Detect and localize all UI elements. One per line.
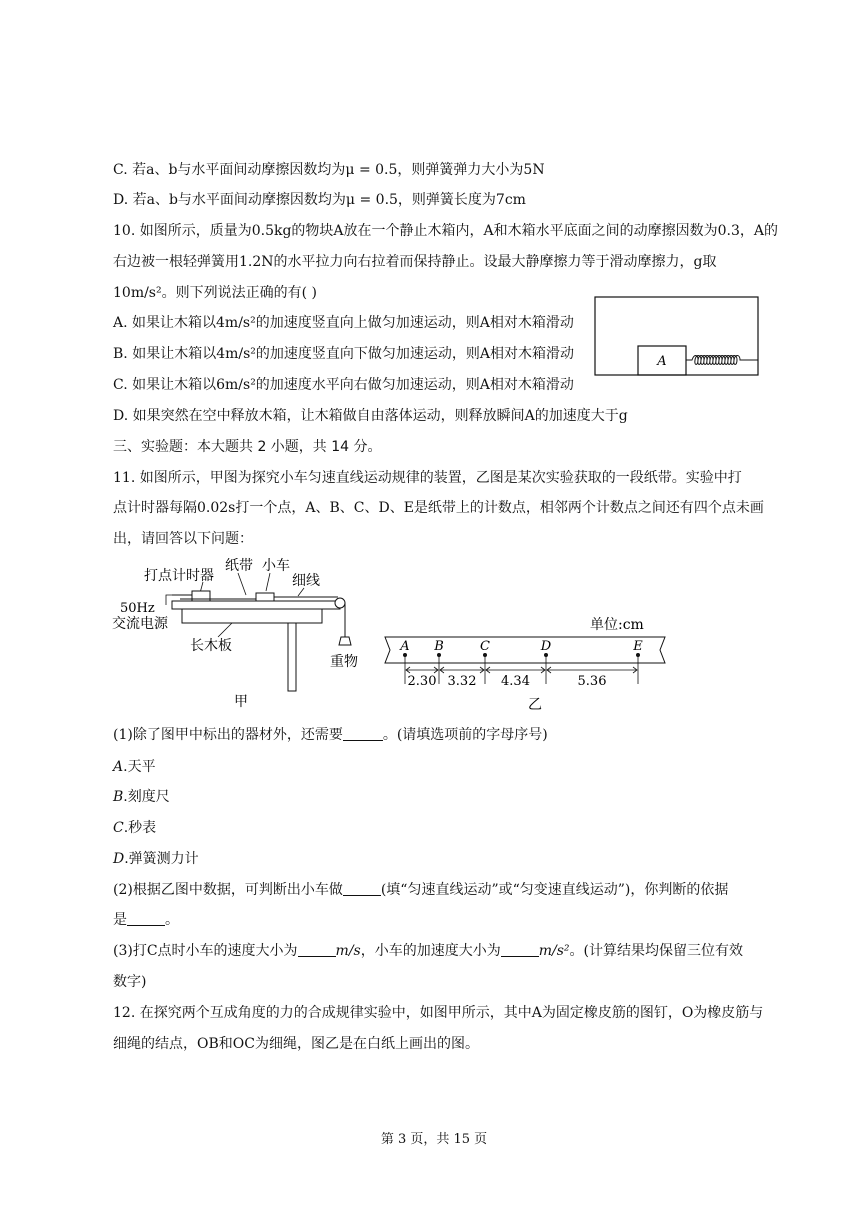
q9-option-c: C. 若a、b与水平面间动摩擦因数均为μ = 0.5，则弹簧弹力大小为5N (113, 162, 545, 178)
table-leg (288, 623, 296, 691)
q10-option-b: B. 如果让木箱以4m/s²的加速度竖直向下做匀加速运动，则A相对木箱滑动 (113, 346, 574, 362)
tape-point-label: A (400, 639, 410, 654)
q11-part3-unit1: m/s (335, 943, 361, 959)
tape-strip (385, 637, 665, 663)
q11-part2-line2 (113, 910, 179, 930)
label-timer: 打点计时器 (144, 568, 214, 584)
q11-choice-a (113, 757, 156, 777)
q11-choice-b (113, 787, 170, 807)
q11-apparatus-figure (108, 555, 368, 715)
q11-tape-figure (380, 612, 670, 712)
tape-distance-arrow (486, 667, 545, 673)
q11-part3 (113, 941, 743, 961)
block-a-label: A (657, 354, 667, 369)
label-weight: 重物 (330, 654, 358, 670)
label-cart: 小车 (262, 558, 290, 574)
caption-jia: 甲 (234, 694, 248, 710)
label-power: 交流电源 (112, 616, 168, 632)
section-3-title: 三、实验题：本大题共 2 小题，共 14 分。 (113, 439, 382, 455)
tape-distance-arrow (440, 667, 484, 673)
choice-text: .刻度尺 (123, 789, 170, 805)
weight (339, 637, 351, 645)
label-freq: 50Hz (120, 601, 155, 616)
q10-option-d: D. 如果突然在空中释放木箱，让木箱做自由落体运动，则释放瞬间A的加速度大于g (113, 408, 628, 424)
q12-stem-line1: 12. 在探究两个互成角度的力的合成规律实验中，如图甲所示，其中A为固定橡皮筋的图钉，O为橡皮筋与 (113, 1005, 764, 1021)
q11-part2-line2-prefix: 是 (113, 912, 127, 928)
q11-part1-answer-blank[interactable] (343, 726, 383, 741)
tape-distance-label: 3.32 (447, 674, 477, 689)
q11-stem-line1: 11. 如图所示，甲图为探究小车匀速直线运动规律的装置，乙图是某次实验获取的一段纸带。实验中打 (113, 470, 742, 486)
tape-distance-label: 2.30 (407, 674, 437, 689)
label-tape: 纸带 (225, 558, 253, 574)
q11-part3-unit2: m/s² (538, 943, 570, 959)
cart (256, 593, 274, 601)
choice-text: .秒表 (123, 820, 157, 836)
q11-part1-prefix: (1)除了图甲中标出的器材外，还需要 (113, 727, 343, 743)
tape-point-label: C (480, 639, 490, 654)
q11-part3-prefix: (3)打C点时小车的速度大小为 (113, 943, 298, 959)
q11-part3-line2: 数字) (113, 974, 147, 990)
caption-yi: 乙 (528, 697, 542, 712)
tape-distance-label: 4.34 (501, 674, 530, 689)
q10-option-a: A. 如果让木箱以4m/s²的加速度竖直向上做匀加速运动，则A相对木箱滑动 (113, 315, 574, 331)
q11-choice-d (113, 849, 199, 869)
q10-option-c: C. 如果让木箱以6m/s²的加速度水平向右做匀加速运动，则A相对木箱滑动 (113, 377, 574, 393)
q10-stem-line3: 10m/s²。则下列说法正确的有( ) (113, 285, 317, 301)
tape-distance-arrow (406, 667, 438, 673)
q10-stem-line2: 右边被一根轻弹簧用1.2N的水平拉力向右拉着而保持静止。设最大静摩擦力等于滑动摩擦力，g取 (113, 254, 717, 270)
choice-text: .天平 (123, 759, 156, 775)
q11-part2-answer-blank-2[interactable] (127, 911, 165, 926)
spring (686, 356, 758, 365)
q11-part3-answer-blank-1[interactable] (298, 942, 336, 957)
tape-point-label: B (434, 639, 444, 654)
q11-part3-suffix: 。(计算结果均保留三位有效 (569, 943, 743, 959)
q11-part2-answer-blank-1[interactable] (343, 881, 381, 896)
choice-letter: D (113, 851, 125, 867)
tape-unit: 单位:cm (590, 617, 644, 633)
choice-letter: C (113, 820, 124, 836)
q12-stem-line2: 细绳的结点，OB和OC为细绳，图乙是在白纸上画出的图。 (113, 1036, 479, 1052)
long-board (172, 601, 340, 609)
label-board: 长木板 (190, 638, 232, 654)
tape-distance-arrow (547, 667, 637, 673)
q11-part2 (113, 880, 728, 900)
table-top (182, 609, 322, 623)
tape-point-label: D (540, 639, 552, 654)
q11-part3-middle: ，小车的加速度大小为 (360, 943, 501, 959)
q9-option-d: D. 若a、b与水平面间动摩擦因数均为μ = 0.5，则弹簧长度为7cm (113, 192, 526, 208)
q11-stem-line3: 出，请回答以下问题： (113, 531, 253, 547)
pulley (335, 598, 345, 608)
q10-box-figure (594, 296, 760, 378)
q11-part1-suffix: 。(请填选项前的字母序号) (382, 727, 548, 743)
q10-stem-line1: 10. 如图所示，质量为0.5kg的物块A放在一个静止木箱内，A和木箱水平底面之间的动摩擦因数为0.3，A的 (113, 223, 779, 239)
q11-choice-c (113, 818, 156, 838)
q11-part2-suffix: (填“匀速直线运动”或“匀变速直线运动”)，你判断的依据 (380, 882, 729, 898)
tape-distance-label: 5.36 (577, 674, 607, 689)
choice-text: .弹簧测力计 (124, 851, 199, 867)
choice-letter: B (113, 789, 124, 805)
q11-part3-answer-blank-2[interactable] (501, 942, 539, 957)
choice-letter: A (113, 759, 124, 775)
page-footer: 第 3 页，共 15 页 (380, 1132, 488, 1147)
tape-point-label: E (633, 639, 643, 654)
q11-part1 (113, 725, 548, 745)
q11-part2-line2-suffix: 。 (165, 912, 179, 928)
q11-stem-line2: 点计时器每隔0.02s打一个点，A、B、C、D、E是纸带上的计数点，相邻两个计数点之间还有四个点未画 (113, 500, 764, 516)
q11-part2-prefix: (2)根据乙图中数据，可判断出小车做 (113, 882, 343, 898)
label-string: 细线 (292, 573, 320, 589)
